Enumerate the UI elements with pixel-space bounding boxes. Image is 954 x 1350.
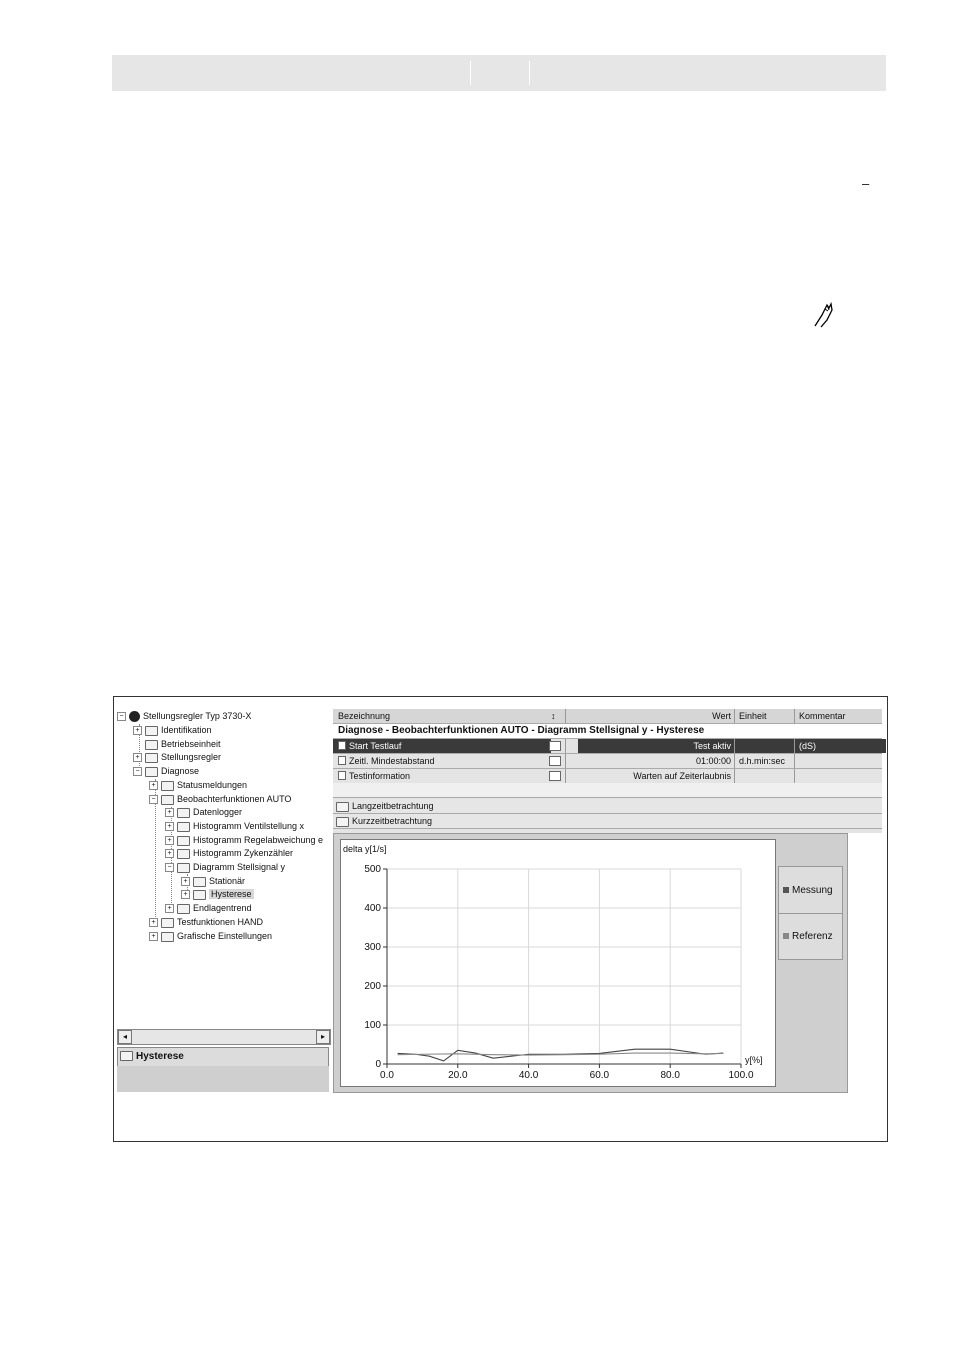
folder-icon bbox=[193, 877, 206, 887]
y-tick-label: 400 bbox=[364, 903, 381, 914]
top-header-bar bbox=[112, 55, 886, 91]
column-header-name[interactable]: Bezeichnung bbox=[338, 711, 391, 721]
selected-node-label: Hysterese bbox=[117, 1047, 329, 1067]
expand-icon[interactable]: + bbox=[133, 753, 142, 762]
grid-header-row bbox=[333, 709, 882, 724]
chart-svg bbox=[341, 840, 775, 1086]
folder-icon bbox=[177, 836, 190, 846]
parameter-value[interactable]: 01:00:00 bbox=[695, 756, 731, 766]
expand-icon[interactable]: + bbox=[165, 849, 174, 858]
tree-item[interactable]: + Endlagentrend bbox=[165, 902, 252, 915]
scroll-right-button[interactable]: ▸ bbox=[316, 1030, 330, 1044]
tree-item[interactable]: + Statusmeldungen bbox=[149, 779, 247, 792]
y-tick-label: 100 bbox=[364, 1020, 381, 1031]
collapse-icon[interactable]: − bbox=[117, 712, 126, 721]
parameter-grid bbox=[333, 709, 882, 833]
parameter-row[interactable] bbox=[333, 739, 882, 754]
section-row[interactable]: Langzeitbetrachtung bbox=[333, 799, 882, 814]
collapse-icon[interactable]: − bbox=[149, 795, 158, 804]
folder-icon bbox=[177, 863, 190, 873]
tree-item[interactable]: + Grafische Einstellungen bbox=[149, 930, 272, 943]
legend-item-referenz[interactable]: Referenz bbox=[783, 931, 833, 942]
parameter-name[interactable]: Zeitl. Mindestabstand bbox=[333, 754, 551, 768]
folder-icon bbox=[161, 932, 174, 942]
parameter-row[interactable] bbox=[333, 754, 882, 769]
expand-icon[interactable]: + bbox=[149, 918, 158, 927]
edit-icon[interactable] bbox=[549, 771, 561, 781]
folder-icon bbox=[336, 817, 349, 827]
tree-item[interactable]: + Datenlogger bbox=[165, 806, 242, 819]
chart-legend bbox=[778, 866, 843, 960]
parameter-unit bbox=[735, 739, 798, 753]
expand-icon[interactable]: + bbox=[133, 726, 142, 735]
tree-root-node[interactable]: − Stellungsregler Typ 3730-X bbox=[117, 710, 251, 723]
tree-horizontal-scrollbar[interactable] bbox=[117, 1029, 331, 1045]
hand-icon bbox=[812, 300, 836, 330]
folder-icon bbox=[145, 726, 158, 736]
folder-icon bbox=[177, 822, 190, 832]
folder-icon bbox=[145, 767, 158, 777]
folder-icon bbox=[161, 918, 174, 928]
column-header-value[interactable]: Wert bbox=[712, 711, 731, 721]
legend-swatch bbox=[783, 933, 789, 939]
column-header-unit[interactable]: Einheit bbox=[739, 711, 767, 721]
x-axis-label: y[%] bbox=[745, 1055, 763, 1065]
expand-icon[interactable]: + bbox=[181, 877, 190, 886]
parameter-comment bbox=[795, 769, 886, 783]
x-tick-label: 100.0 bbox=[728, 1070, 754, 1081]
header-divider bbox=[470, 61, 471, 85]
tree-item[interactable]: + Histogramm Regelabweichung e bbox=[165, 834, 323, 847]
tree-item[interactable]: + Stellungsregler bbox=[133, 751, 221, 764]
edit-icon[interactable] bbox=[549, 741, 561, 751]
tree-item[interactable]: + Identifikation bbox=[133, 724, 212, 737]
folder-icon bbox=[177, 849, 190, 859]
y-axis-label: delta y[1/s] bbox=[343, 844, 387, 854]
parameter-comment: (dS) bbox=[795, 739, 886, 753]
x-tick-label: 20.0 bbox=[448, 1070, 468, 1081]
expand-icon[interactable]: + bbox=[149, 781, 158, 790]
tree-item[interactable]: + Histogramm Zykenzähler bbox=[165, 847, 293, 860]
parameter-name[interactable]: Start Testlauf bbox=[333, 739, 551, 753]
scroll-left-button[interactable]: ◂ bbox=[118, 1030, 132, 1044]
tree-item[interactable]: Betriebseinheit bbox=[133, 738, 221, 751]
legend-swatch bbox=[783, 887, 789, 893]
device-icon bbox=[129, 711, 140, 722]
x-tick-label: 60.0 bbox=[589, 1070, 610, 1081]
expand-icon[interactable]: + bbox=[165, 904, 174, 913]
collapse-icon[interactable]: − bbox=[165, 863, 174, 872]
edit-icon[interactable] bbox=[549, 756, 561, 766]
grid-title: Diagnose - Beobachterfunktionen AUTO - Diagramm Stellsignal y - Hysterese bbox=[338, 725, 705, 736]
tree-item[interactable]: − Diagramm Stellsignal y bbox=[165, 861, 285, 874]
parameter-unit: d.h.min:sec bbox=[739, 756, 786, 766]
hysteresis-chart bbox=[340, 839, 776, 1087]
folder-icon bbox=[177, 904, 190, 914]
parameter-value[interactable]: Test aktiv bbox=[578, 739, 734, 753]
grid-title-row bbox=[333, 724, 882, 739]
y-tick-label: 300 bbox=[364, 942, 381, 953]
parameter-unit bbox=[735, 769, 798, 783]
parameter-name[interactable]: Testinformation bbox=[333, 769, 551, 783]
folder-icon bbox=[161, 781, 174, 791]
minus-mark: – bbox=[862, 176, 870, 191]
folder-icon bbox=[161, 795, 174, 805]
parameter-value[interactable]: Warten auf Zeiterlaubnis bbox=[633, 771, 731, 781]
header-divider bbox=[529, 61, 530, 85]
folder-icon bbox=[120, 1051, 133, 1061]
y-tick-label: 0 bbox=[375, 1059, 381, 1070]
expand-icon[interactable]: + bbox=[181, 890, 190, 899]
expand-icon[interactable]: + bbox=[165, 822, 174, 831]
parameter-comment bbox=[795, 754, 886, 768]
folder-icon bbox=[145, 740, 158, 750]
parameter-icon bbox=[338, 771, 346, 780]
collapse-icon[interactable]: − bbox=[133, 767, 142, 776]
y-tick-label: 500 bbox=[364, 864, 381, 875]
folder-icon bbox=[193, 890, 206, 900]
section-row[interactable]: Kurzzeitbetrachtung bbox=[333, 814, 882, 829]
tree-item[interactable]: + Testfunktionen HAND bbox=[149, 916, 263, 929]
y-tick-label: 200 bbox=[364, 981, 381, 992]
tree-item[interactable]: − Diagnose bbox=[133, 765, 199, 778]
parameter-icon bbox=[338, 741, 346, 750]
tree-item[interactable]: − Beobachterfunktionen AUTO bbox=[149, 793, 291, 806]
expand-icon[interactable]: + bbox=[165, 836, 174, 845]
tree-item[interactable]: + Histogramm Ventilstellung x bbox=[165, 820, 304, 833]
x-tick-label: 40.0 bbox=[518, 1070, 539, 1081]
sort-icon[interactable]: ↕ bbox=[551, 711, 556, 721]
folder-icon bbox=[145, 753, 158, 763]
parameter-row[interactable] bbox=[333, 769, 882, 784]
folder-icon bbox=[336, 802, 349, 812]
grid-spacer-row bbox=[333, 783, 882, 798]
expand-icon[interactable]: + bbox=[165, 808, 174, 817]
legend-item-messung[interactable]: Messung bbox=[783, 885, 833, 896]
expand-icon[interactable]: + bbox=[149, 932, 158, 941]
x-tick-label: 80.0 bbox=[660, 1070, 680, 1081]
parameter-icon bbox=[338, 756, 346, 765]
tree-item[interactable]: + Stationär bbox=[181, 875, 245, 888]
tree-status-area bbox=[117, 1066, 329, 1092]
column-header-comment[interactable]: Kommentar bbox=[799, 711, 846, 721]
x-tick-label: 0.0 bbox=[380, 1070, 394, 1081]
folder-icon bbox=[177, 808, 190, 818]
tree-item[interactable]: + Hysterese bbox=[181, 888, 254, 901]
